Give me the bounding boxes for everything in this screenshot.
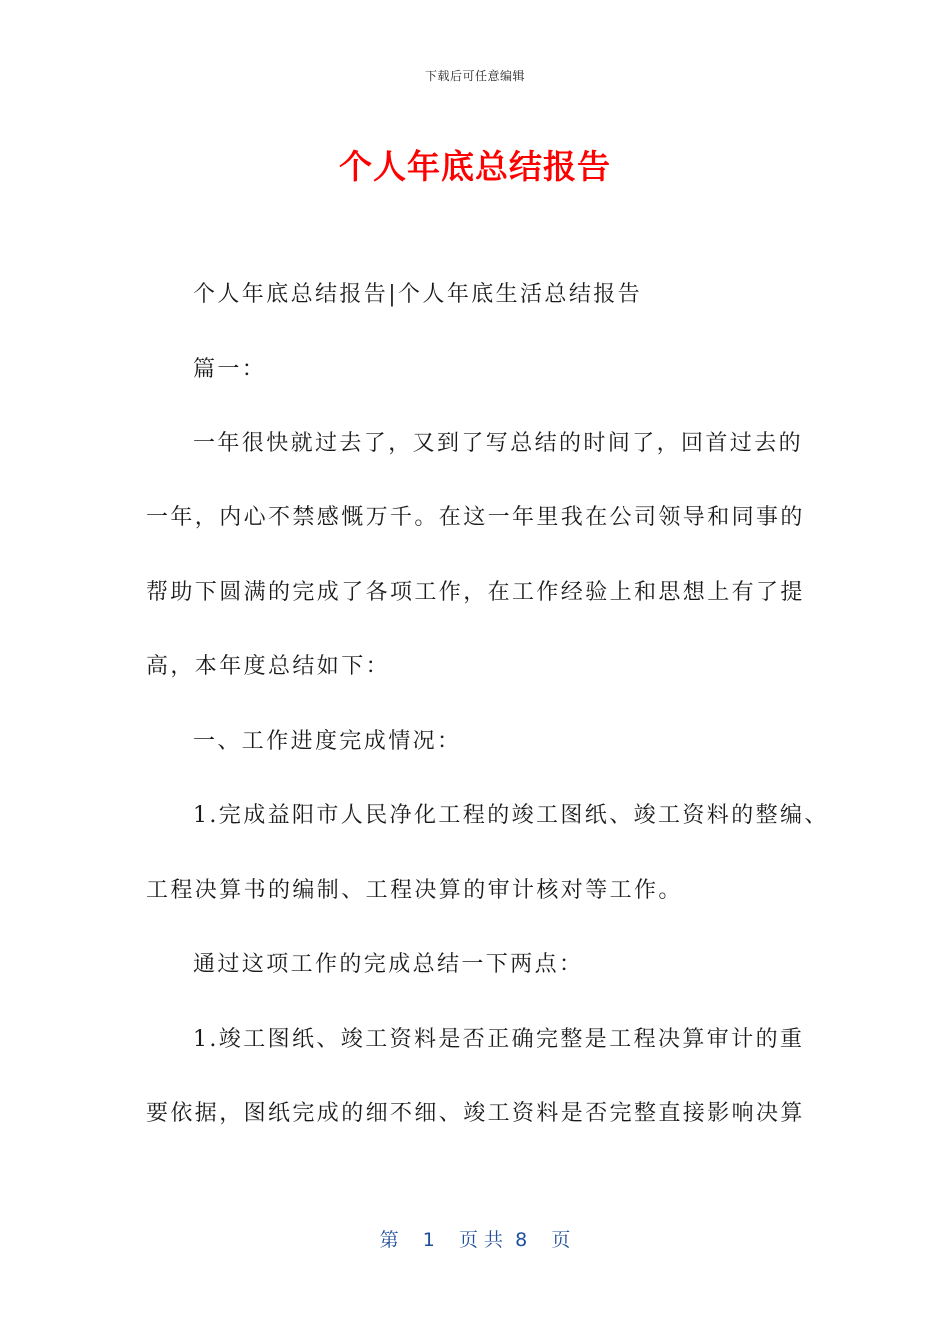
header-note: 下载后可任意编辑 bbox=[424, 69, 525, 83]
section-label: 篇一： bbox=[193, 357, 267, 382]
paragraph-line: 通过这项工作的完成总结一下两点： bbox=[193, 952, 584, 977]
paragraph-line: 1.完成益阳市人民净化工程的竣工图纸、竣工资料的整编、 bbox=[193, 803, 829, 828]
footer-mid: 页 共 bbox=[459, 1229, 504, 1251]
page-title: 个人年底总结报告 bbox=[339, 147, 611, 186]
paragraph-line: 要依据，图纸完成的细不细、竣工资料是否完整直接影响决算 bbox=[146, 1101, 805, 1126]
subtitle-line: 个人年底总结报告|个人年底生活总结报告 bbox=[193, 282, 643, 307]
paragraph-line: 一年很快就过去了，又到了写总结的时间了，回首过去的 bbox=[193, 431, 804, 456]
paragraph-line: 帮助下圆满的完成了各项工作，在工作经验上和思想上有了提 bbox=[146, 580, 805, 605]
current-page-number: 1 bbox=[422, 1229, 435, 1251]
page-footer bbox=[0, 1225, 950, 1252]
total-pages-number: 8 bbox=[515, 1229, 528, 1251]
footer-prefix: 第 bbox=[379, 1229, 399, 1251]
paragraph-line: 工程决算书的编制、工程决算的审计核对等工作。 bbox=[146, 878, 683, 903]
section-heading: 一、工作进度完成情况： bbox=[193, 729, 462, 754]
paragraph-line: 高，本年度总结如下： bbox=[146, 654, 391, 679]
paragraph-line: 1.竣工图纸、竣工资料是否正确完整是工程决算审计的重 bbox=[193, 1027, 805, 1052]
paragraph-line: 一年，内心不禁感慨万千。在这一年里我在公司领导和同事的 bbox=[146, 505, 805, 530]
footer-suffix: 页 bbox=[551, 1229, 571, 1251]
